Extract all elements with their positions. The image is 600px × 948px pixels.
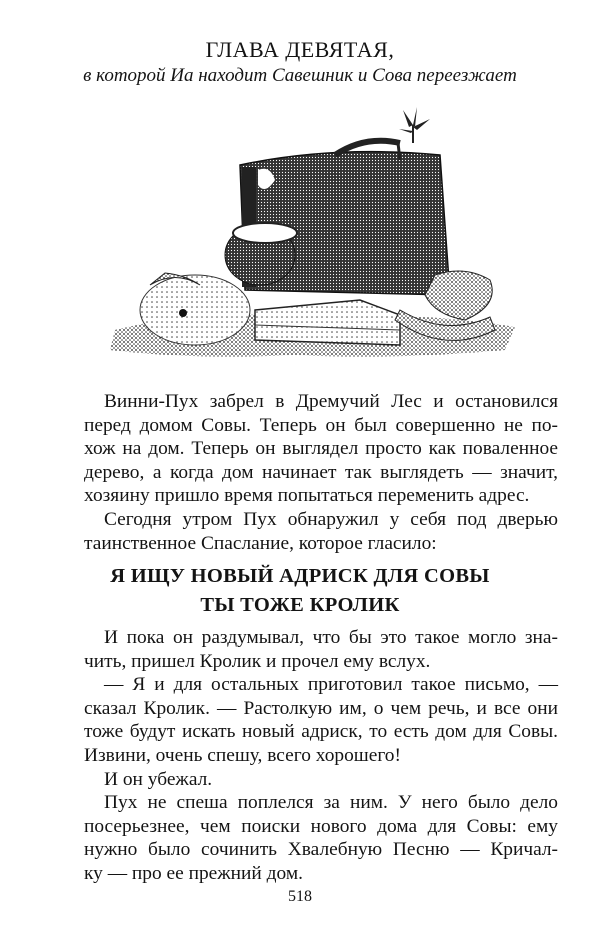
paragraph-block-1 — [84, 390, 558, 555]
text-line: дерево, а когда дом начинает так выглядеть — значит, — [84, 461, 558, 483]
text-line: перед домом Совы. Теперь он был совершенно не по- — [84, 414, 558, 436]
text-line: нужно было сочинить Хвалебную Песню — Кричал- — [84, 839, 558, 861]
text-line: хож на дом. Теперь он выглядел просто как поваленное — [84, 438, 558, 460]
notice-heading — [0, 562, 600, 620]
text-line: чить, пришел Кролик и прочел ему вслух. — [84, 650, 431, 672]
notice-line-2: ТЫ ТОЖЕ КРОЛИК — [200, 594, 400, 616]
text-line: хозяину пришло время попытаться переменить адрес. — [84, 485, 530, 507]
paragraph-block-2 — [84, 626, 558, 886]
text-line: Винни-Пух забрел в Дремучий Лес и остановился — [104, 391, 558, 412]
text-line: сказал Кролик. — Растолкую им, о чем речь, и все они — [84, 697, 558, 719]
text-line: Извини, очень спешу, всего хорошего! — [84, 744, 401, 766]
book-illustration-icon — [95, 105, 525, 365]
text-line: тоже будут искать новый адриск, то есть дом для Совы. — [84, 721, 558, 743]
text-line: таинственное Спаслание, которое гласило: — [84, 532, 437, 554]
text-line: посерьезнее, чем поиски нового дома для Совы: ему — [84, 815, 558, 837]
text-line: И он убежал. — [104, 768, 213, 790]
page-number: 518 — [288, 888, 312, 905]
text-line: ку — про ее прежний дом. — [84, 862, 303, 884]
text-line: — Я и для остальных приготовил такое письмо, — — [104, 674, 558, 696]
notice-line-1: Я ИЩУ НОВЫЙ АДРИСК ДЛЯ СОВЫ — [110, 565, 490, 587]
chapter-subtitle: в которой Иа находит Савешник и Сова переезжает — [83, 65, 517, 86]
text-line: И пока он раздумывал, что бы это такое могло зна- — [104, 627, 558, 648]
text-line: Сегодня утром Пух обнаружил у себя под дверью — [104, 508, 558, 530]
text-line: Пух не спеша поплелся за ним. У него было дело — [104, 792, 558, 814]
chapter-title: ГЛАВА ДЕВЯТАЯ, — [205, 37, 395, 62]
